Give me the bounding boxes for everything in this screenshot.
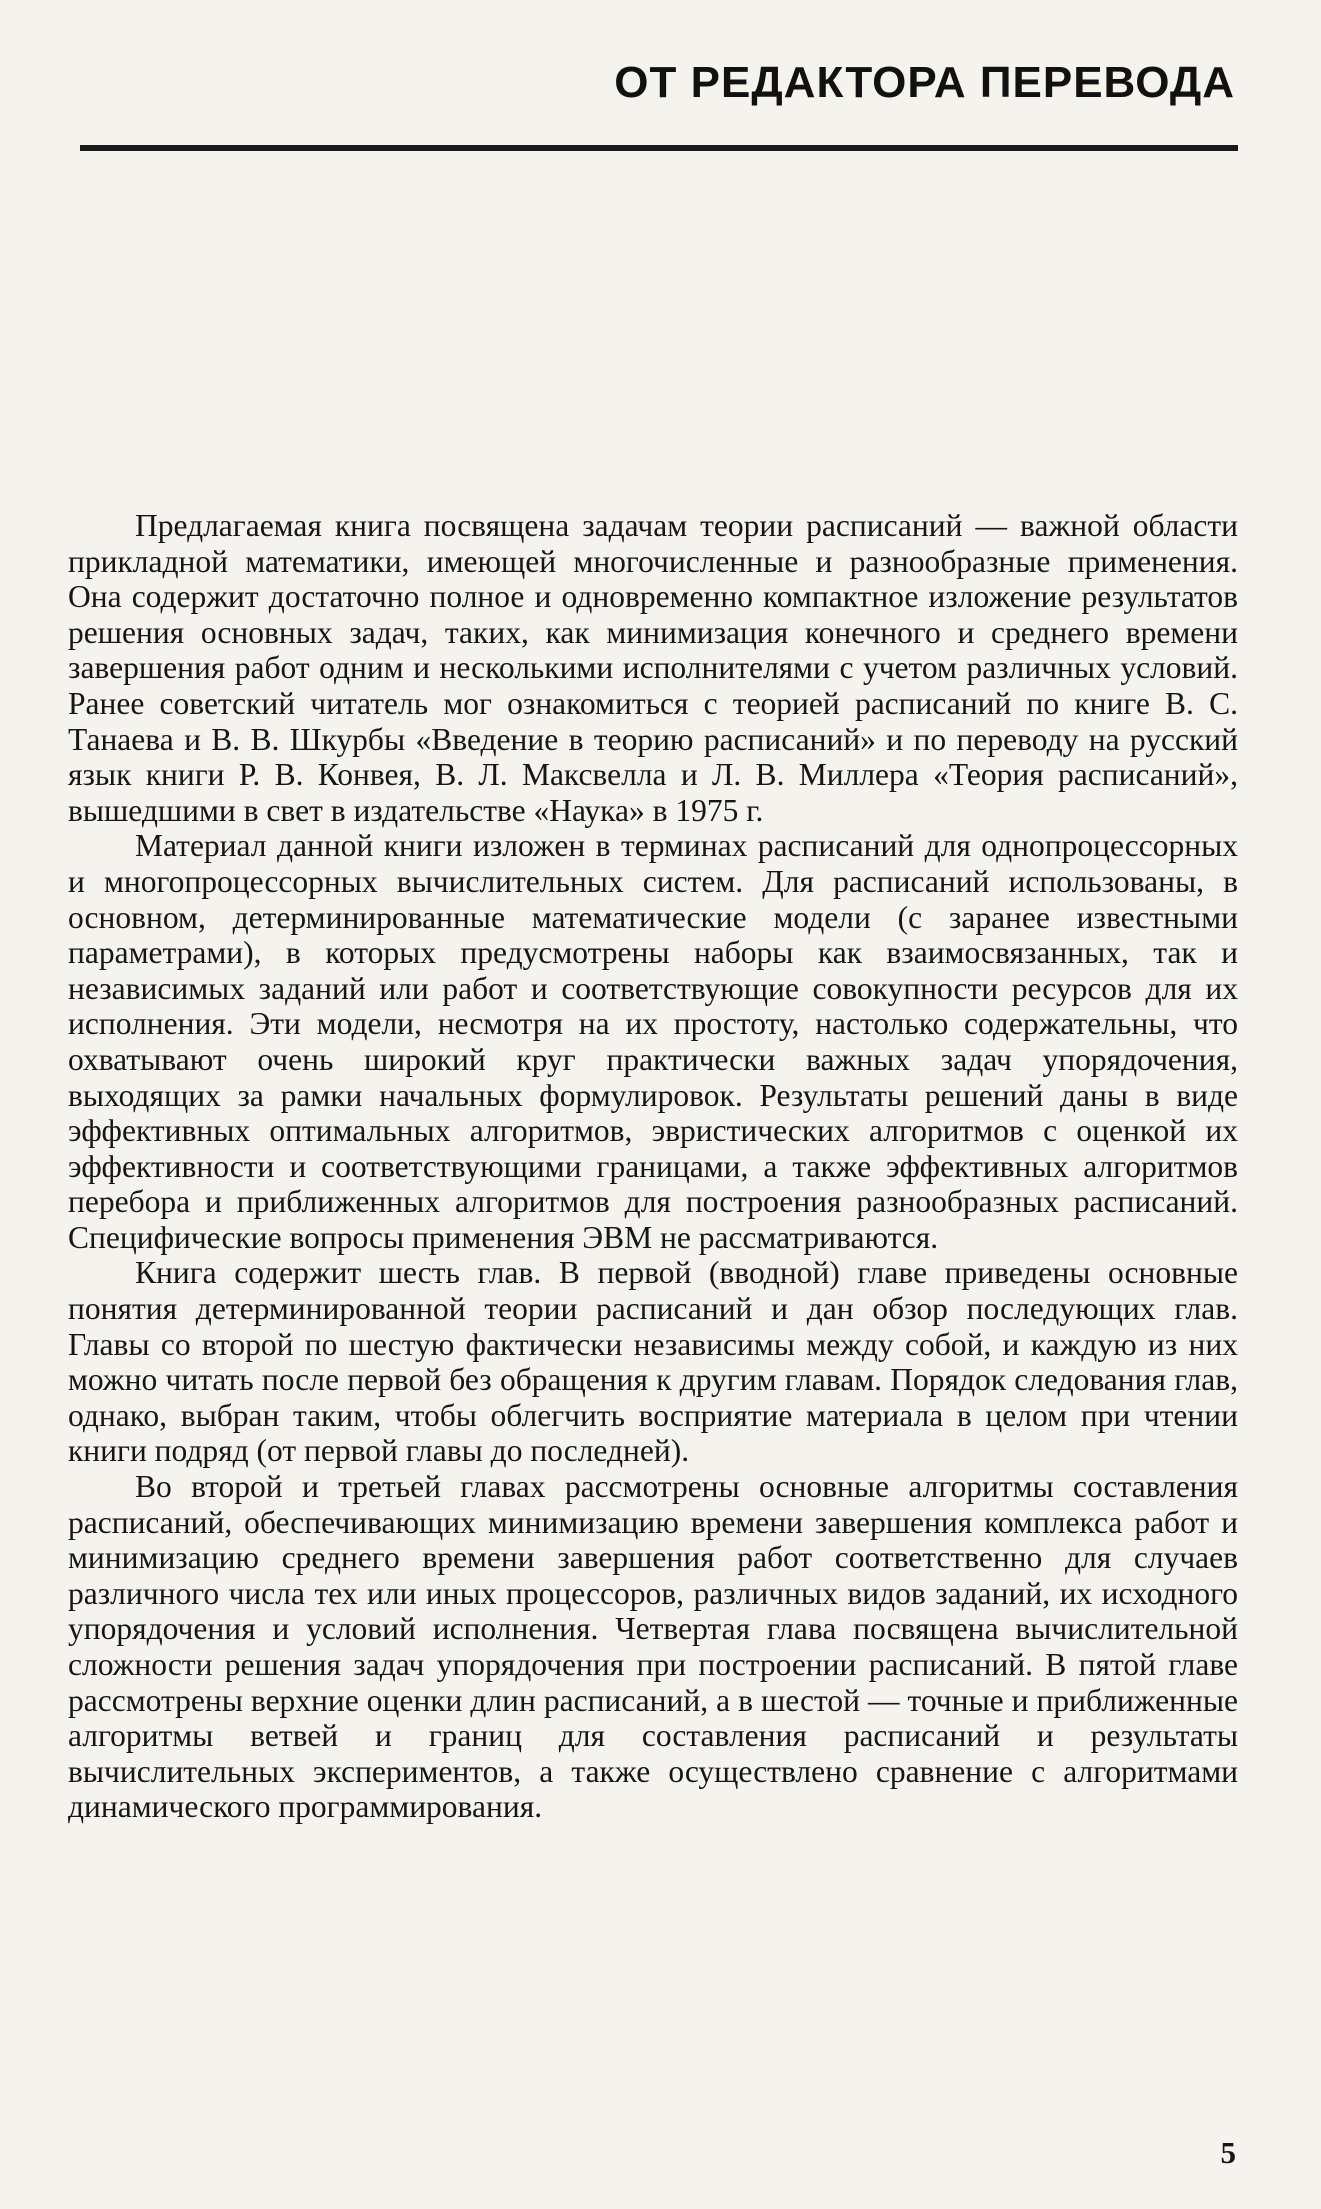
title-rule [80, 145, 1238, 151]
chapter-title: ОТ РЕДАКТОРА ПЕРЕВОДА [614, 58, 1235, 107]
paragraph-3: Книга содержит шесть глав. В первой (вводной) главе приведены основные понятия детерминированной теории расписаний и дан обзор последующих глав. Главы со второй по шестую фактически независимы между собой, и каждую из них можно читать после первой без обращения к другим главам. Порядок следования глав, однако, выбран таким, чтобы облегчить восприятие материала в целом при чтении книги подряд (от первой главы до последней). [68, 1255, 1238, 1469]
page-number: 5 [1220, 2135, 1236, 2170]
body-text [68, 508, 1238, 1825]
paragraph-1: Предлагаемая книга посвящена задачам теории расписаний — важной области прикладной математики, имеющей многочисленные и разнообразные применения. Она содержит достаточно полное и одновременно компактное изложение результатов решения основных задач, таких, как минимизация конечного и среднего времени завершения работ одним и несколькими исполнителями с учетом различных условий. Ранее советский читатель мог ознакомиться с теорией расписаний по книге В. С. Танаева и В. В. Шкурбы «Введение в теорию расписаний» и по переводу на русский язык книги Р. В. Конвея, В. Л. Максвелла и Л. В. Миллера «Теория расписаний», вышедшими в свет в издательстве «Наука» в 1975 г. [68, 508, 1238, 828]
paragraph-2: Материал данной книги изложен в терминах расписаний для однопроцессорных и многопроцессорных вычислительных систем. Для расписаний использованы, в основном, детерминированные математические модели (с заранее известными параметрами), в которых предусмотрены наборы как взаимосвязанных, так и независимых заданий или работ и соответствующие совокупности ресурсов для их исполнения. Эти модели, несмотря на их простоту, настолько содержательны, что охватывают очень широкий круг практически важных задач упорядочения, выходящих за рамки начальных формулировок. Результаты решений даны в виде эффективных оптимальных алгоритмов, эвристических алгоритмов с оценкой их эффективности и соответствующими границами, а также эффективных алгоритмов перебора и приближенных алгоритмов для построения разнообразных расписаний. Специфические вопросы применения ЭВМ не рассматриваются. [68, 828, 1238, 1255]
paragraph-4: Во второй и третьей главах рассмотрены основные алгоритмы составления расписаний, обеспечивающих минимизацию времени завершения комплекса работ и минимизацию среднего времени завершения работ соответственно для случаев различного числа тех или иных процессоров, различных видов заданий, их исходного упорядочения и условий исполнения. Четвертая глава посвящена вычислительной сложности решения задач упорядочения при построении расписаний. В пятой главе рассмотрены верхние оценки длин расписаний, а в шестой — точные и приближенные алгоритмы ветвей и границ для составления расписаний и результаты вычислительных экспериментов, а также осуществлено сравнение с алгоритмами динамического программирования. [68, 1469, 1238, 1825]
